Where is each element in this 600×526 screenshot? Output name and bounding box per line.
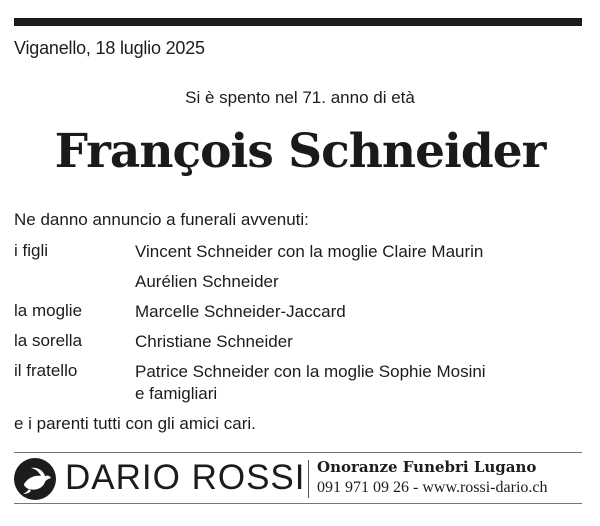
relation-names-sister (135, 331, 293, 353)
dove-icon (14, 458, 56, 500)
relation-names-children (135, 241, 483, 293)
footer-bottom-rule (14, 503, 582, 504)
relation-label-wife: la moglie (14, 301, 83, 320)
footer-top-rule (14, 452, 582, 453)
place-date: Viganello, 18 luglio 2025 (14, 38, 205, 58)
footer-divider (308, 460, 309, 498)
relation-name-line: e famigliari (135, 384, 218, 403)
relation-name-line: Marcelle Schneider-Jaccard (135, 302, 346, 321)
relation-name-line: Aurélien Schneider (135, 272, 279, 291)
deceased-name: François Schneider (54, 124, 546, 179)
top-rule (14, 18, 582, 26)
announcement-intro: Ne danno annuncio a funerali avvenuti: (14, 210, 309, 229)
relation-label-children: i figli (14, 241, 49, 260)
relation-name-line: Vincent Schneider con la moglie Claire Maurin (135, 242, 484, 261)
closing-line: e i parenti tutti con gli amici cari. (14, 414, 256, 433)
relation-name-line: Christiane Schneider (135, 332, 293, 351)
relation-label-brother: il fratello (14, 361, 78, 380)
age-line: Si è spento nel 71. anno di età (185, 88, 415, 107)
relation-label-sister: la sorella (14, 331, 83, 350)
brand-name: DARIO ROSSI (65, 458, 306, 497)
company-name: Onoranze Funebri Lugano (317, 458, 537, 476)
relation-name-line: Patrice Schneider con la moglie Sophie Mosini (135, 362, 486, 381)
relation-names-wife (135, 301, 346, 323)
relation-names-brother (135, 361, 486, 405)
contact-info: 091 971 09 26 - www.rossi-dario.ch (317, 479, 548, 496)
